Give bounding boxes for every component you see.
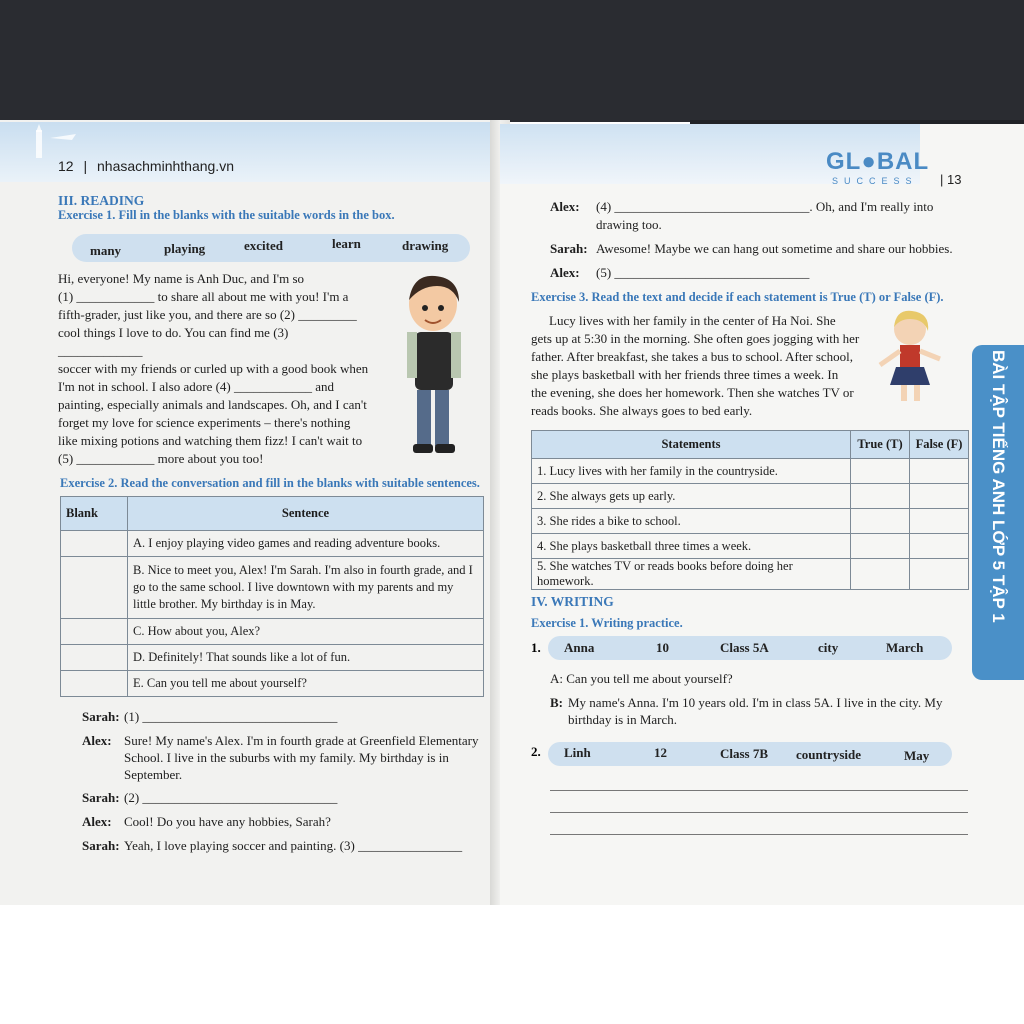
passage-line: (5) ____________ more about you too! — [58, 451, 264, 466]
dialogue-text: Yeah, I love playing soccer and painting. (3) ________________ — [124, 838, 463, 853]
writing-line[interactable] — [550, 834, 968, 835]
word-box — [72, 234, 470, 262]
true-answer-cell[interactable] — [851, 509, 910, 534]
speaker: Alex: — [82, 814, 112, 829]
speaker: Alex: — [550, 199, 580, 214]
exercise2-title: Exercise 2. Read the conversation and fill in the blanks with suitable sentences. — [60, 476, 480, 490]
table-cell: E. Can you tell me about yourself? — [128, 671, 484, 697]
dialogue-continued — [550, 198, 970, 282]
example-question: A: Can you tell me about yourself? — [550, 671, 733, 686]
false-answer-cell[interactable] — [910, 534, 969, 559]
passage-line: cool things I love to do. You can find me (3) _____________ — [58, 325, 289, 358]
page-number-right: | 13 — [940, 172, 962, 187]
dialogue-text: (5) ______________________________ — [596, 265, 810, 280]
dialogue-text: (1) ______________________________ — [124, 709, 338, 724]
sentence-table — [60, 496, 484, 697]
passage-line: (1) ____________ to share all about me with you! I'm a — [58, 289, 349, 304]
item-number: 1. — [531, 640, 541, 655]
false-answer-cell[interactable] — [910, 459, 969, 484]
true-answer-cell[interactable] — [851, 459, 910, 484]
word-box-item: Linh — [564, 745, 591, 760]
table-header: False (F) — [910, 431, 969, 459]
brand-logo: GL●BAL — [826, 148, 930, 175]
word-box-item: Anna — [564, 640, 595, 655]
word-box-item: many — [90, 243, 122, 258]
site-name: nhasachminhthang.vn — [97, 158, 234, 174]
writing-line[interactable] — [550, 812, 968, 813]
true-false-table — [531, 430, 969, 590]
table-cell — [61, 671, 128, 697]
table-cell: 3. She rides a bike to school. — [532, 509, 851, 534]
passage-line: she plays basketball with her friends three times a week. In — [531, 367, 839, 382]
passage-line: the evening, she does her homework. Then she watches TV or — [531, 385, 854, 400]
word-box-item: May — [904, 748, 930, 763]
item-number: 2. — [531, 744, 541, 759]
boy-illustration — [395, 272, 475, 457]
word-box-item: Class 7B — [720, 746, 769, 761]
section-title-writing: IV. WRITING — [531, 594, 614, 609]
passage-line: fifth-grader, just like you, and there are so (2) _________ — [58, 307, 357, 322]
passage-line: reads books. She always goes to bed early. — [531, 403, 753, 418]
passage — [58, 270, 374, 468]
brand-subtitle: SUCCESS — [832, 176, 918, 186]
passage-line: painting, especially animals and landscapes. Oh, and I can't — [58, 397, 367, 412]
writing-exercise-title: Exercise 1. Writing practice. — [531, 616, 683, 630]
page-number: 13 — [947, 172, 962, 187]
word-box-item: city — [818, 640, 839, 655]
speaker: Sarah: — [82, 709, 120, 724]
background-bottom — [0, 905, 1024, 1024]
table-cell: D. Definitely! That sounds like a lot of fun. — [128, 645, 484, 671]
table-cell: A. I enjoy playing video games and reading adventure books. — [128, 531, 484, 557]
section-title-reading: III. READING — [58, 193, 145, 208]
false-answer-cell[interactable] — [910, 509, 969, 534]
word-box-item: countryside — [796, 747, 861, 762]
table-cell: 2. She always gets up early. — [532, 484, 851, 509]
passage-line: Lucy lives with her family in the center of Ha Noi. She — [549, 313, 836, 328]
word-box-item: March — [886, 640, 924, 655]
table-cell: C. How about you, Alex? — [128, 619, 484, 645]
side-tab-label: BÀI TẬP TIẾNG ANH LỚP 5 TẬP 1 — [989, 350, 1008, 623]
table-header: Sentence — [128, 497, 484, 531]
table-cell: 5. She watches TV or reads books before doing her homework. — [532, 559, 851, 590]
table-cell: 4. She plays basketball three times a week. — [532, 534, 851, 559]
word-box-item: excited — [244, 238, 283, 253]
dialogue-text: (4) ______________________________. Oh, and I'm really into drawing too. — [596, 199, 934, 232]
writing-line[interactable] — [550, 790, 968, 791]
table-header: True (T) — [851, 431, 910, 459]
speaker: Alex: — [82, 733, 112, 748]
dialogue-text: Sure! My name's Alex. I'm in fourth grade at Greenfield Elementary School. I live in the suburbs with my family. My birthday is in September. — [124, 733, 479, 782]
passage-line: soccer with my friends or curled up with a good book when — [58, 361, 369, 376]
speaker: Sarah: — [82, 838, 120, 853]
table-cell — [61, 531, 128, 557]
false-answer-cell[interactable] — [910, 559, 969, 590]
speaker: Sarah: — [82, 790, 120, 805]
page-header-left: 12 | nhasachminhthang.vn — [58, 158, 234, 174]
speaker: Alex: — [550, 265, 580, 280]
dialogue-text: Cool! Do you have any hobbies, Sarah? — [124, 814, 331, 829]
example-answer — [550, 694, 972, 728]
girl-illustration — [874, 307, 946, 407]
word-box-item: Class 5A — [720, 640, 769, 655]
lucy-passage — [531, 312, 871, 420]
passage-line: forget my love for science experiments – there's nothing — [58, 415, 351, 430]
passage-line: Hi, everyone! My name is Anh Duc, and I'm so — [58, 271, 305, 286]
passage-line: gets up at 5:30 in the morning. She often goes jogging with her — [531, 331, 860, 346]
table-cell: B. Nice to meet you, Alex! I'm Sarah. I'm also in fourth grade, and I go to the same school. I live downtown with my parents and my little brother. My birthday is in May. — [128, 557, 484, 619]
background-top — [0, 0, 1024, 122]
tower-icon — [14, 124, 84, 160]
table-header: Blank — [61, 497, 128, 531]
table-cell: 1. Lucy lives with her family in the countryside. — [532, 459, 851, 484]
false-answer-cell[interactable] — [910, 484, 969, 509]
table-cell — [61, 557, 128, 619]
word-box-item: drawing — [402, 238, 449, 253]
passage-line: father. After breakfast, she takes a bus to school. After school, — [531, 349, 854, 364]
exercise3-title: Exercise 3. Read the text and decide if each statement is True (T) or False (F). — [531, 290, 944, 304]
exercise1-title: Exercise 1. Fill in the blanks with the suitable words in the box. — [58, 208, 395, 222]
word-box-item: playing — [164, 241, 206, 256]
table-cell — [61, 619, 128, 645]
dialogue-text: (2) ______________________________ — [124, 790, 338, 805]
table-header: Statements — [532, 431, 851, 459]
true-answer-cell[interactable] — [851, 534, 910, 559]
true-answer-cell[interactable] — [851, 559, 910, 590]
table-cell — [61, 645, 128, 671]
true-answer-cell[interactable] — [851, 484, 910, 509]
speaker: B: — [550, 695, 563, 710]
page-number: 12 — [58, 158, 74, 174]
word-box-anna — [548, 636, 952, 660]
dialogue-text: Awesome! Maybe we can hang out sometime and share our hobbies. — [596, 241, 953, 256]
word-box-item: 10 — [656, 640, 669, 655]
dialogue — [82, 708, 482, 855]
word-box-item: learn — [332, 236, 361, 251]
word-box-linh — [548, 742, 952, 766]
passage-line: I'm not in school. I also adore (4) ____________ and — [58, 379, 335, 394]
word-box-item: 12 — [654, 745, 667, 760]
speaker: Sarah: — [550, 241, 588, 256]
answer-text: My name's Anna. I'm 10 years old. I'm in class 5A. I live in the city. My birthday is in March. — [568, 695, 943, 727]
passage-line: like mixing potions and watching them fizz! I can't wait to — [58, 433, 363, 448]
